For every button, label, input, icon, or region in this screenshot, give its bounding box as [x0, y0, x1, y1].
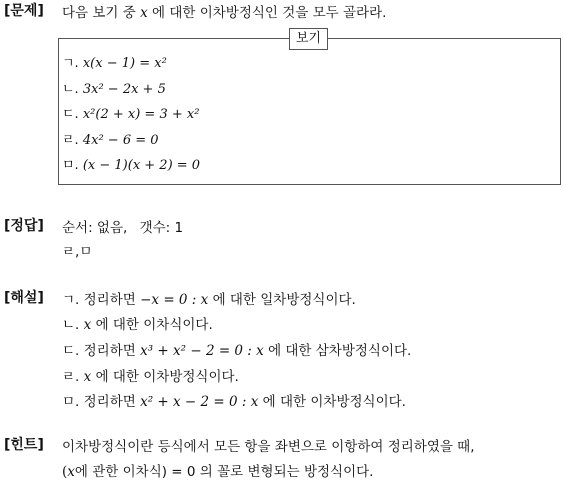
solution-pre: 정리하면: [83, 343, 136, 359]
bogi-item-expr: x²(2 + x) = 3 + x²: [82, 107, 200, 122]
bogi-item-mark: ㄹ.: [62, 133, 79, 148]
problem-text-after: 에 대한 이차방정식인 것을 모두 골라라.: [152, 5, 387, 21]
bogi-item-expr: 4x² − 6 = 0: [82, 133, 159, 148]
solution-post: 에 대한 이차식이다.: [95, 317, 213, 333]
solution-label: [해설]: [4, 290, 44, 306]
solution-post: 에 대한 이차방정식이다.: [262, 394, 406, 410]
solution-mark: ㄴ.: [62, 317, 80, 333]
bogi-title: 보기: [289, 28, 328, 50]
problem-text-before: 다음 보기 중: [62, 5, 136, 21]
solution-math: x² + x − 2 = 0 : x: [140, 394, 259, 410]
bogi-item-1: [62, 52, 167, 71]
bogi-item-2: [62, 78, 166, 97]
bogi-item-3: [62, 103, 199, 122]
solution-line-4: [62, 365, 239, 385]
answer-order: 순서: 없음,: [62, 220, 128, 236]
solution-mark: ㅁ.: [62, 394, 80, 410]
bogi-item-mark: ㅁ.: [62, 158, 79, 173]
solution-mark: ㄹ.: [62, 369, 80, 385]
bogi-item-5: [62, 154, 200, 173]
bogi-item-expr: 3x² − 2x + 5: [82, 82, 166, 97]
solution-post: 에 대한 삼차방정식이다.: [268, 343, 412, 359]
answer-line-1: [62, 216, 183, 236]
answer-line-2: ㄹ,ㅁ: [62, 244, 93, 260]
solution-math: −x = 0 : x: [140, 292, 209, 308]
solution-line-1: [62, 288, 356, 308]
bogi-item-expr: (x − 1)(x + 2) = 0: [82, 158, 201, 173]
bogi-item-expr: x(x − 1) = x²: [82, 56, 167, 71]
problem-var: x: [140, 5, 148, 21]
hint-line-2: [62, 460, 373, 480]
hint-post: 의 꼴로 변형되는 방정식이다.: [199, 464, 374, 480]
solution-pre: 정리하면: [83, 394, 136, 410]
solution-post: 에 대한 일차방정식이다.: [212, 292, 356, 308]
problem-label: [문제]: [4, 3, 44, 19]
solution-post: 에 대한 이차방정식이다.: [95, 369, 239, 385]
solution-mark: ㄱ.: [62, 292, 80, 308]
hint-paren-open: (: [62, 464, 68, 480]
answer-label: [정답]: [4, 218, 44, 234]
solution-mark: ㄷ.: [62, 343, 80, 359]
solution-line-2: [62, 313, 213, 333]
problem-text: [62, 1, 386, 21]
bogi-item-mark: ㄷ.: [62, 107, 79, 122]
solution-math: x³ + x² − 2 = 0 : x: [140, 343, 264, 359]
solution-math: x: [83, 369, 92, 385]
solution-pre: 정리하면: [83, 292, 136, 308]
bogi-item-mark: ㄴ.: [62, 82, 79, 97]
hint-var: x: [67, 464, 75, 480]
bogi-item-mark: ㄱ.: [62, 56, 79, 71]
bogi-item-4: [62, 129, 159, 148]
solution-math: x: [83, 317, 92, 333]
hint-line-1: 이차방정식이란 등식에서 모든 항을 좌변으로 이항하여 정리하였을 때,: [62, 439, 475, 455]
hint-mid: 에 관한 이차식) = 0: [74, 464, 196, 480]
solution-line-5: [62, 390, 406, 410]
answer-count: 갯수: 1: [139, 220, 184, 236]
hint-label: [힌트]: [4, 437, 44, 453]
solution-line-3: [62, 339, 411, 359]
